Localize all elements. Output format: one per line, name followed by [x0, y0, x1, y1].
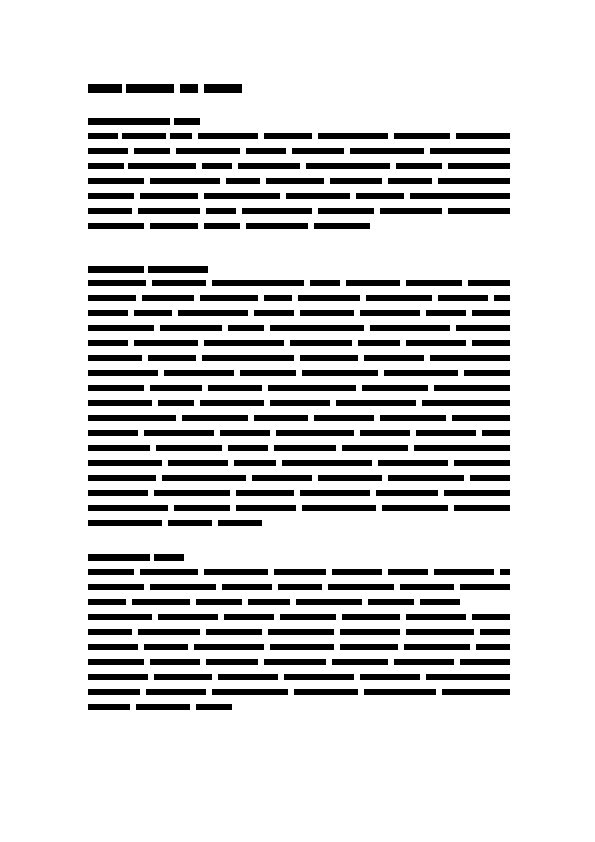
text-line: [88, 148, 510, 154]
section-body: [88, 569, 510, 719]
text-line: [88, 193, 510, 199]
text-line: [88, 659, 510, 665]
paragraph: [88, 569, 510, 605]
section-body: [88, 133, 510, 238]
text-line: [88, 674, 510, 680]
text-line: [88, 385, 510, 391]
text-line: [88, 644, 510, 650]
paragraph: [88, 614, 510, 710]
text-line: [88, 178, 510, 184]
text-line: [88, 704, 510, 710]
text-line: [88, 310, 510, 316]
section-heading: [88, 266, 248, 275]
text-line: [88, 614, 510, 620]
text-line: [88, 325, 510, 331]
text-line: [88, 223, 510, 229]
document-title: [88, 84, 288, 96]
text-line: [88, 584, 510, 590]
section-body: [88, 280, 510, 535]
text-line: [88, 133, 510, 139]
text-line: [88, 415, 510, 421]
text-line: [88, 430, 510, 436]
text-line: [88, 370, 510, 376]
text-line: [88, 460, 510, 466]
text-line: [88, 505, 510, 511]
text-line: [88, 569, 510, 575]
text-line: [88, 599, 510, 605]
text-line: [88, 490, 510, 496]
text-line: [88, 280, 510, 286]
section-heading: [88, 118, 248, 127]
text-line: [88, 163, 510, 169]
text-line: [88, 208, 510, 214]
paragraph: [88, 133, 510, 229]
text-line: [88, 475, 510, 481]
text-line: [88, 520, 510, 526]
section-heading: [88, 554, 248, 563]
text-line: [88, 340, 510, 346]
text-line: [88, 689, 510, 695]
text-line: [88, 445, 510, 451]
text-line: [88, 400, 510, 406]
text-line: [88, 629, 510, 635]
text-line: [88, 355, 510, 361]
paragraph: [88, 280, 510, 526]
text-line: [88, 295, 510, 301]
